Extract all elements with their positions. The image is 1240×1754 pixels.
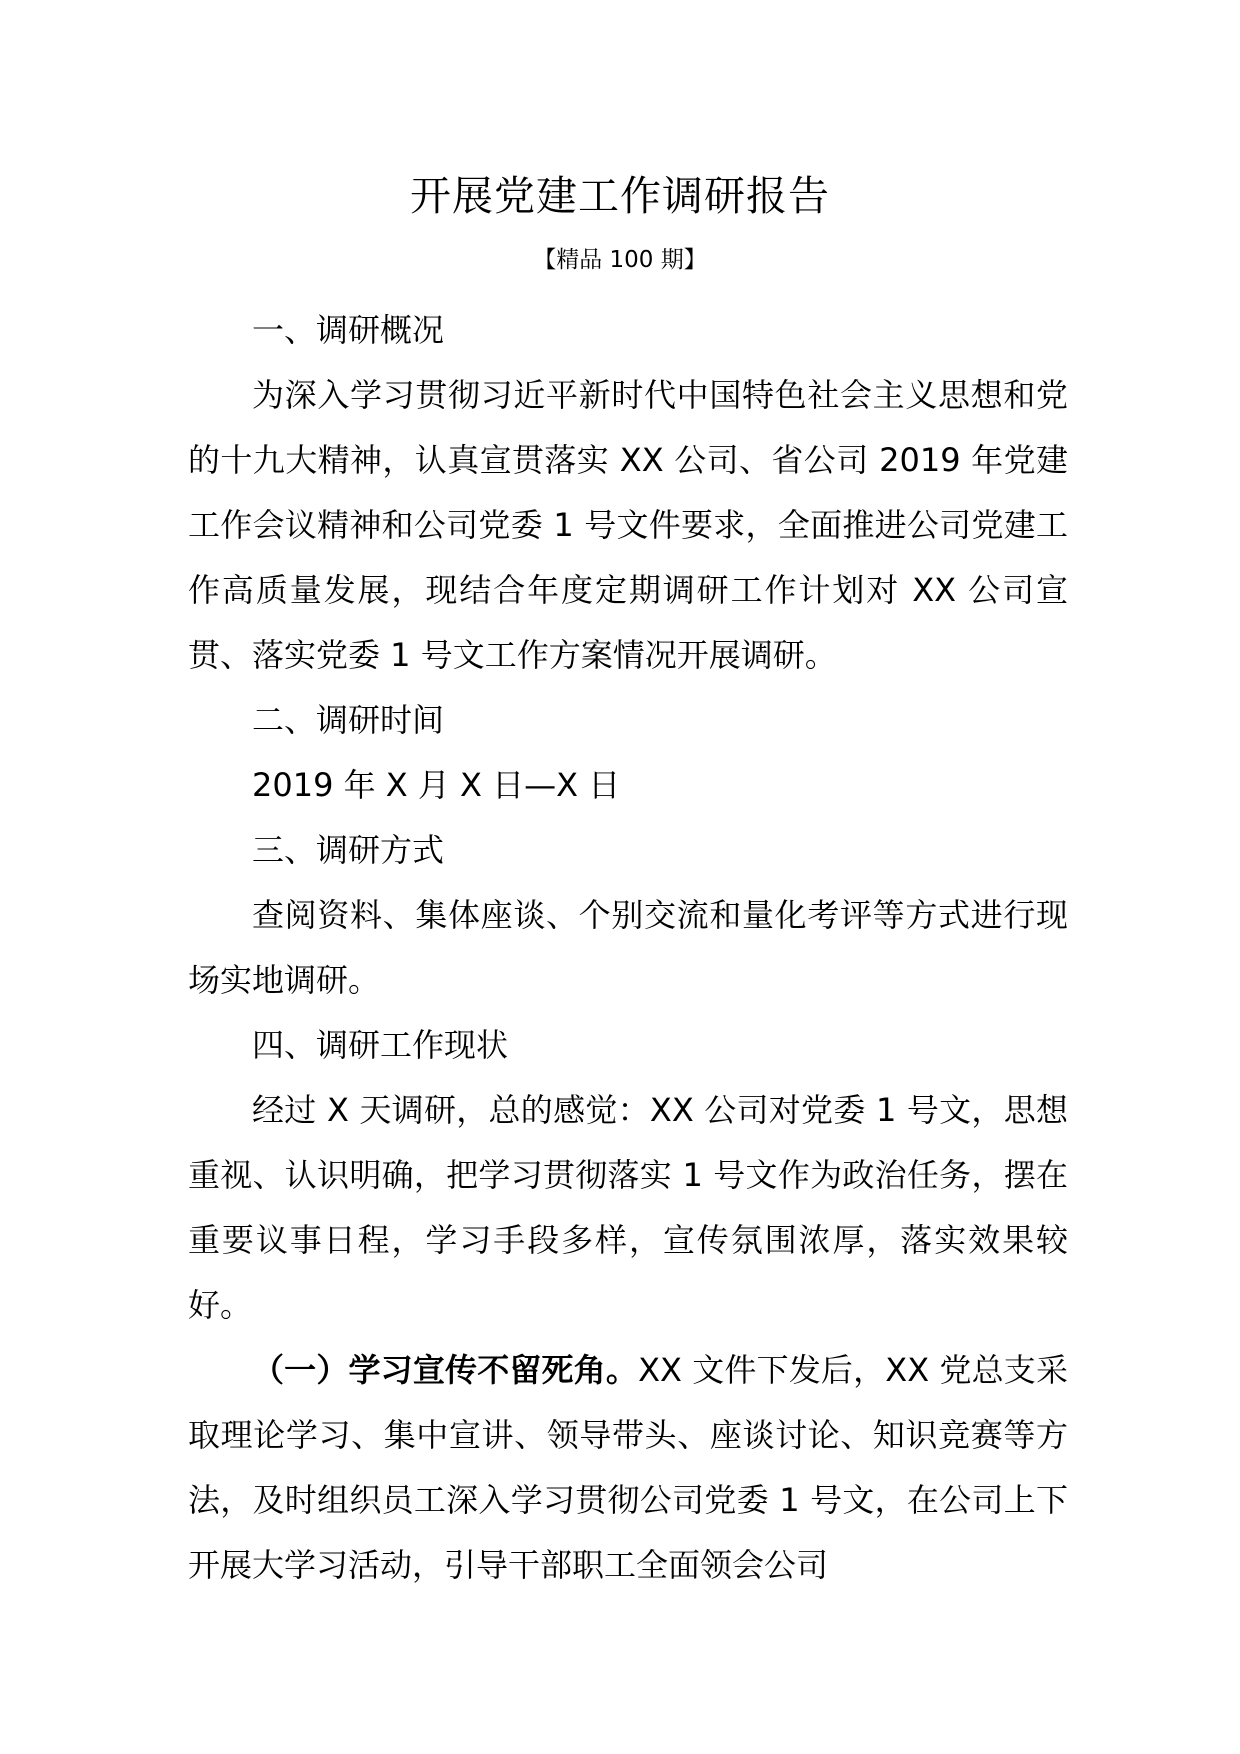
paragraph-status: 经过 X 天调研，总的感觉：XX 公司对党委 1 号文，思想重视、认识明确，把学习贯彻落实 1 号文作为政治任务，摆在重要议事日程，学习手段多样，宣传氛围浓厚，落实效果较好。 (188, 1091, 1068, 1324)
section-heading-status: 四、调研工作现状 (252, 1026, 509, 1064)
subsection-1-heading: （一）学习宣传不留死角。 (252, 1351, 639, 1389)
section-heading-overview: 一、调研概况 (252, 311, 445, 349)
section-heading-time: 二、调研时间 (252, 701, 445, 739)
subsection-1-text: XX 文件下发后，XX 党总支采取理论学习、集中宣讲、领导带头、座谈讨论、知识竞赛等方法，及时组织员工深入学习贯彻公司党委 1 号文，在公司上下开展大学习活动，引导干部职工全面领会公司 (188, 1351, 1068, 1584)
document-subtitle: 【精品 100 期】 (533, 247, 707, 273)
document-title: 开展党建工作调研报告 (410, 172, 830, 220)
paragraph-overview: 为深入学习贯彻习近平新时代中国特色社会主义思想和党的十九大精神，认真宣贯落实 XX 公司、省公司 2019 年党建工作会议精神和公司党委 1 号文件要求，全面推进公司党建工作高质量发展，现结合年度定期调研工作计划对 XX 公司宣贯、落实党委 1 号文工作方案情况开展调研。 (188, 376, 1068, 674)
document-body (188, 298, 1068, 1598)
paragraph-time: 2019 年 X 月 X 日—X 日 (252, 766, 621, 804)
paragraph-method: 查阅资料、集体座谈、个别交流和量化考评等方式进行现场实地调研。 (188, 896, 1068, 999)
section-heading-method: 三、调研方式 (252, 831, 445, 869)
paragraph-subsection-1 (188, 1338, 1068, 1598)
